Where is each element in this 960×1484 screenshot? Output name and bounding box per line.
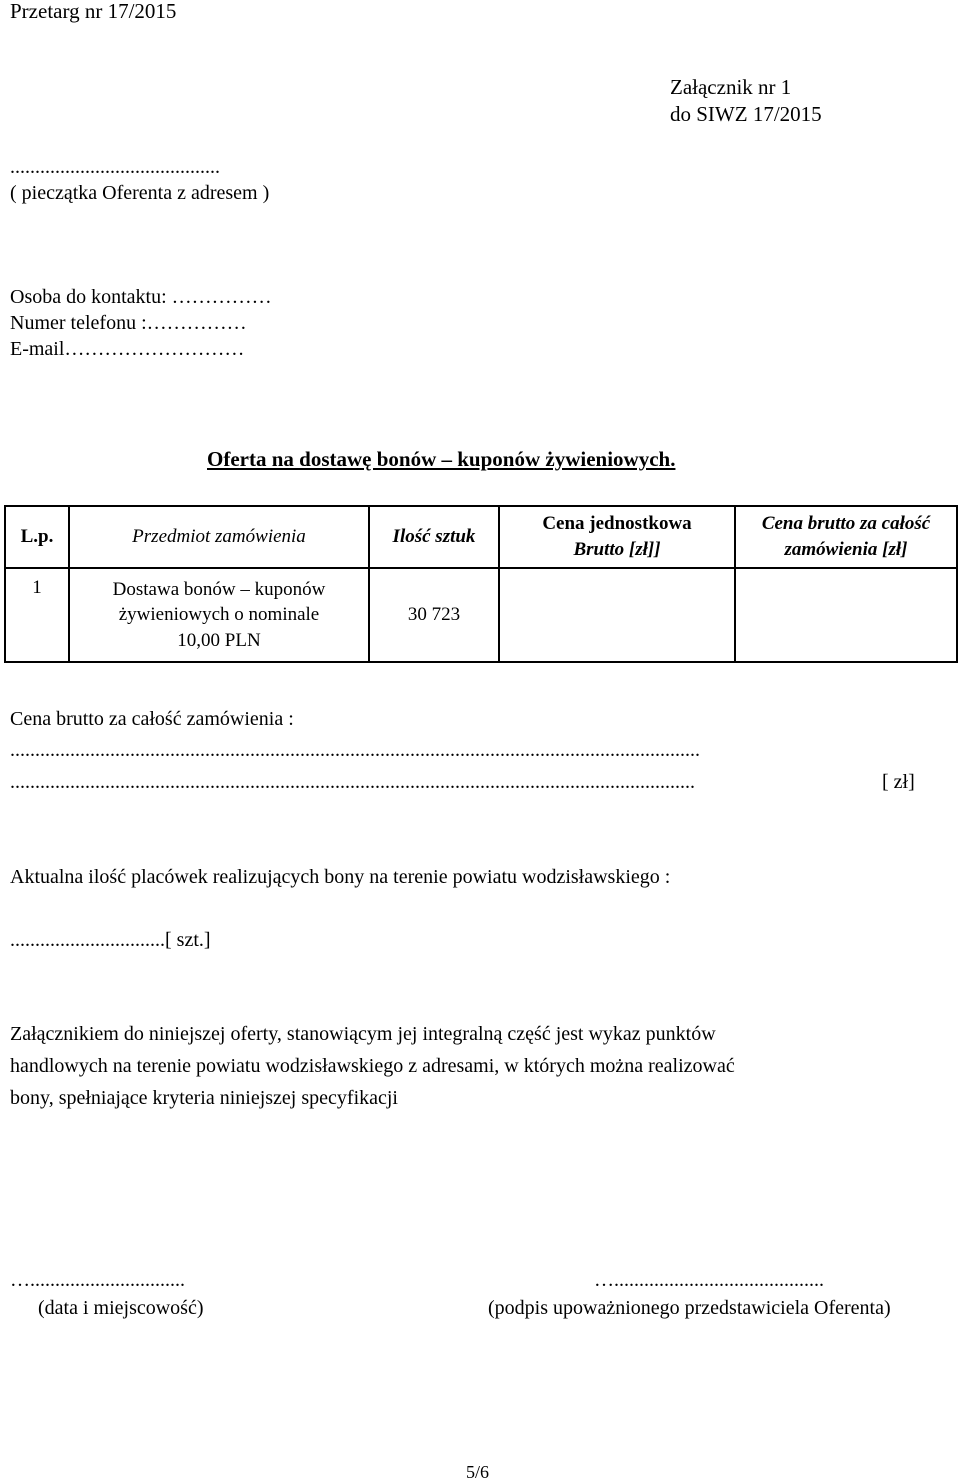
header-unit-price-line2: Brutto [zł]] xyxy=(573,539,661,560)
header-unit-price-line1: Cena jednostkowa xyxy=(542,513,692,535)
cell-subject-line1: Dostawa bonów – kuponów xyxy=(112,578,326,600)
annex-note-line3: bony, spełniające kryteria niniejszej specyfikacji xyxy=(10,1087,398,1109)
total-price-dots-1[interactable]: .......................................................................................................................................... xyxy=(10,739,700,761)
cell-quantity: 30 723 xyxy=(369,568,499,662)
contact-person: Osoba do kontaktu: …………… xyxy=(10,286,272,308)
contact-phone: Numer telefonu :…………… xyxy=(10,312,247,334)
total-price-unit: [ zł] xyxy=(882,771,915,793)
cell-total[interactable] xyxy=(735,568,957,662)
header-total xyxy=(735,506,957,568)
total-price-label: Cena brutto za całość zamówienia : xyxy=(10,708,294,730)
table-row xyxy=(5,568,957,662)
cell-subject-line2: żywieniowych o nominale xyxy=(118,604,320,626)
signature-label: (podpis upoważnionego przedstawiciela Oferenta) xyxy=(488,1297,891,1319)
page-number: 5/6 xyxy=(466,1462,490,1482)
offer-table xyxy=(4,505,958,663)
total-price-dots-2[interactable]: ......................................................................................................................................... xyxy=(10,771,695,793)
header-lp: L.p. xyxy=(5,506,69,568)
offer-title: Oferta na dostawę bonów – kuponów żywieniowych. xyxy=(207,447,676,471)
cell-lp: 1 xyxy=(5,568,69,662)
cell-unit-price[interactable] xyxy=(499,568,735,662)
contact-email: E-mail……………………… xyxy=(10,338,245,360)
tender-number: Przetarg nr 17/2015 xyxy=(10,0,177,23)
header-subject: Przedmiot zamówienia xyxy=(69,506,369,568)
annex-note-line1: Załącznikiem do niniejszej oferty, stanowiącym jej integralną część jest wykaz punktów xyxy=(10,1023,716,1045)
date-place-dots[interactable]: …............................... xyxy=(10,1269,185,1291)
stamp-label: ( pieczątka Oferenta z adresem ) xyxy=(10,182,270,204)
header-unit-price xyxy=(499,506,735,568)
outlets-label: Aktualna ilość placówek realizujących bony na terenie powiatu wodzisławskiego : xyxy=(10,866,671,888)
attachment-siwz: do SIWZ 17/2015 xyxy=(670,102,822,126)
stamp-dots: .......................................... xyxy=(10,156,220,178)
signature-dots[interactable]: ….......................................... xyxy=(594,1269,824,1291)
header-total-line1: Cena brutto za całość xyxy=(761,513,931,535)
date-place-label: (data i miejscowość) xyxy=(38,1297,204,1319)
header-quantity: Ilość sztuk xyxy=(369,506,499,568)
cell-subject xyxy=(69,568,369,662)
table-header-row xyxy=(5,506,957,568)
attachment-label: Załącznik nr 1 xyxy=(670,75,792,99)
annex-note-line2: handlowych na terenie powiatu wodzisławskiego z adresami, w których można realizować xyxy=(10,1055,735,1077)
cell-subject-line3: 10,00 PLN xyxy=(177,629,261,651)
outlets-count[interactable]: ...............................[ szt.] xyxy=(10,929,211,951)
header-total-line2: zamówienia [zł] xyxy=(784,539,908,560)
